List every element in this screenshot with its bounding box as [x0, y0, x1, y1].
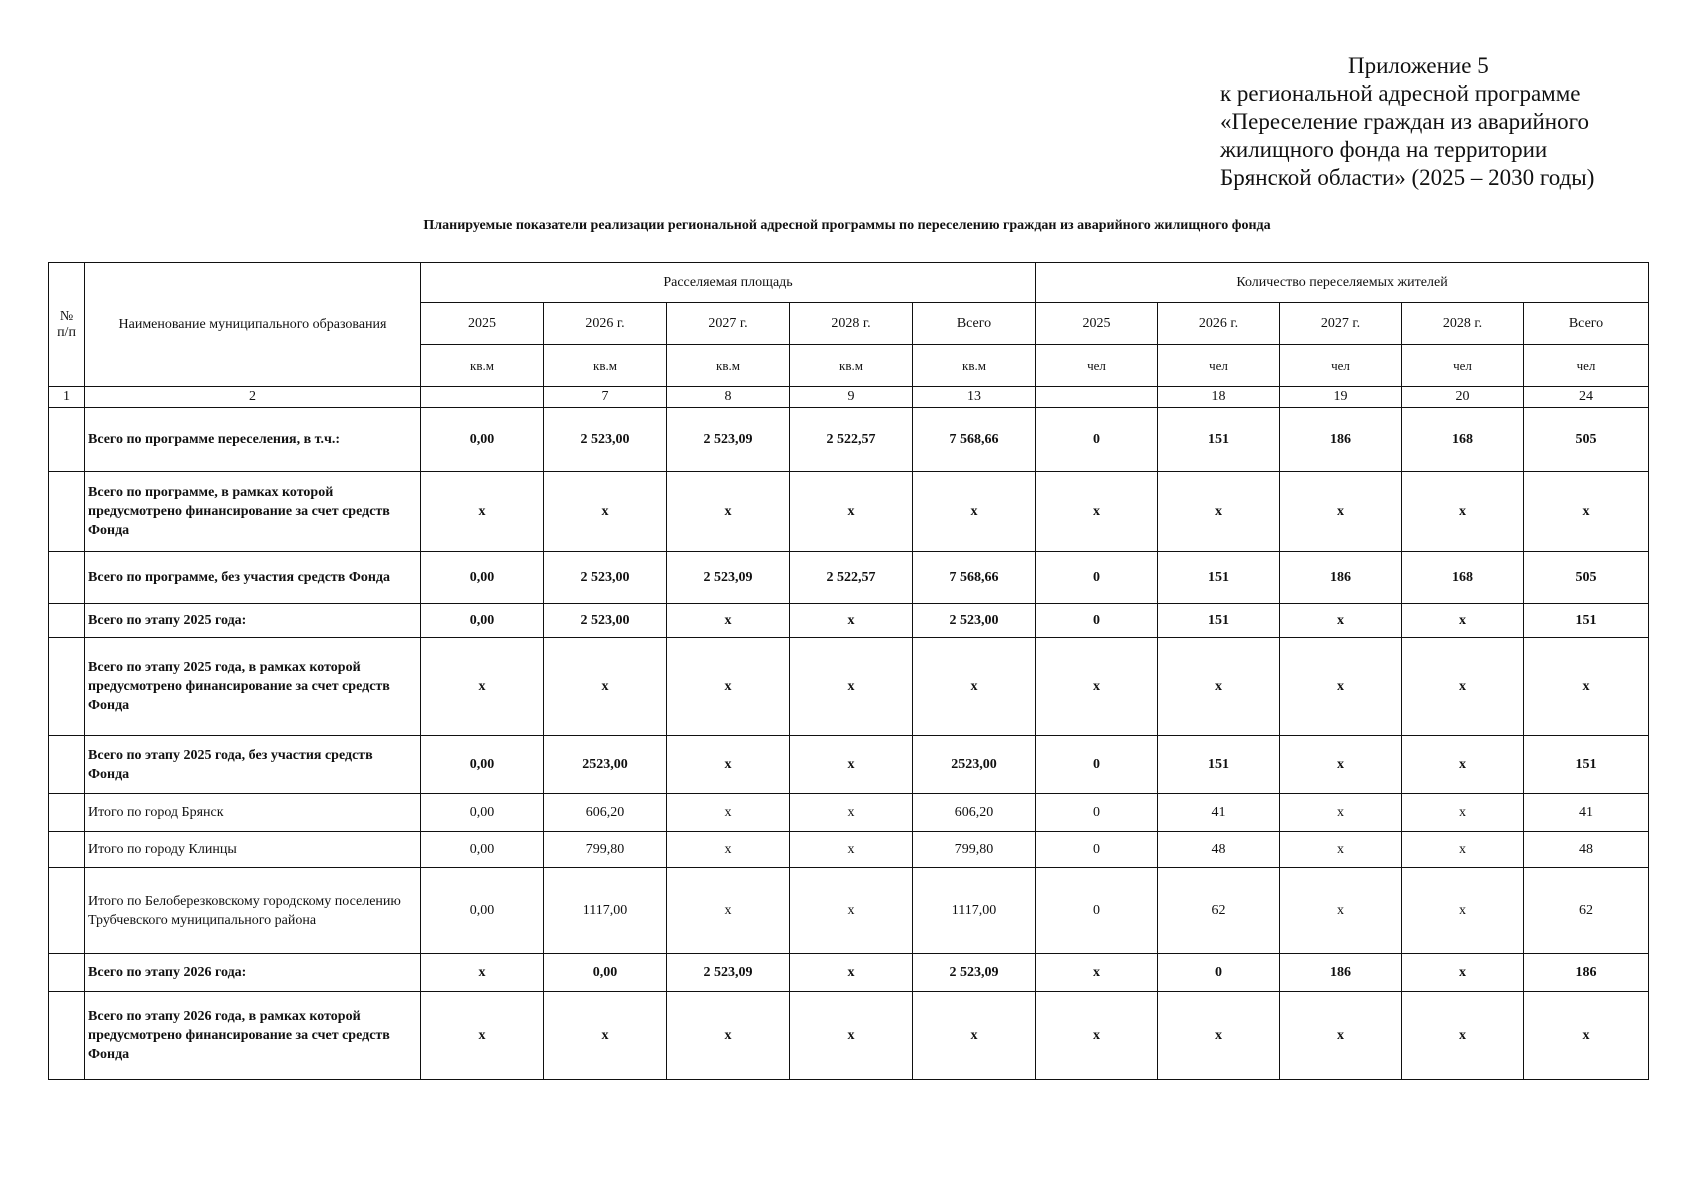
row-value: 0,00	[421, 794, 544, 832]
row-value: х	[667, 794, 790, 832]
annex-line: к региональной адресной программе	[1220, 81, 1581, 106]
row-name: Итого по Белоберезковскому городскому поселению Трубчевского муниципального района	[85, 868, 421, 954]
row-value: х	[544, 638, 667, 736]
row-value: 0	[1036, 408, 1158, 472]
column-index: 24	[1524, 387, 1649, 408]
row-value: 151	[1158, 736, 1280, 794]
row-value: 7 568,66	[913, 552, 1036, 604]
table-row	[49, 552, 1649, 604]
row-value: 2 523,00	[544, 604, 667, 638]
row-value: 168	[1402, 408, 1524, 472]
row-value: х	[790, 992, 913, 1080]
column-index: 18	[1158, 387, 1280, 408]
row-name: Всего по этапу 2026 года:	[85, 954, 421, 992]
row-value: 2 523,09	[667, 954, 790, 992]
num-header: № п/п	[49, 263, 85, 387]
row-value: 48	[1524, 832, 1649, 868]
row-value: х	[1158, 472, 1280, 552]
table-row	[49, 472, 1649, 552]
row-value: х	[1036, 954, 1158, 992]
row-value: 48	[1158, 832, 1280, 868]
row-value: х	[790, 638, 913, 736]
area-unit-header: кв.м	[790, 345, 913, 387]
area-year-header: 2028 г.	[790, 303, 913, 345]
name-header: Наименование муниципального образования	[85, 263, 421, 387]
row-number	[49, 868, 85, 954]
area-unit-header: кв.м	[421, 345, 544, 387]
row-value: 2 523,00	[544, 552, 667, 604]
row-value: 168	[1402, 552, 1524, 604]
annex-line: «Переселение граждан из аварийного	[1220, 109, 1589, 134]
row-value: 2 523,09	[913, 954, 1036, 992]
row-value: 505	[1524, 552, 1649, 604]
row-value: 0	[1036, 604, 1158, 638]
column-index	[421, 387, 544, 408]
row-value: х	[1036, 638, 1158, 736]
table-row	[49, 868, 1649, 954]
area-year-header: 2026 г.	[544, 303, 667, 345]
table-row	[49, 832, 1649, 868]
document-title: Планируемые показатели реализации региональной адресной программы по переселению граждан из аварийного жилищного фонда	[423, 218, 1271, 233]
row-value: х	[1280, 992, 1402, 1080]
row-value: х	[1280, 736, 1402, 794]
row-value: 2 523,00	[544, 408, 667, 472]
residents-year-header: 2028 г.	[1402, 303, 1524, 345]
column-index	[1036, 387, 1158, 408]
row-value: х	[1402, 832, 1524, 868]
row-value: х	[1280, 638, 1402, 736]
column-index: 8	[667, 387, 790, 408]
area-year-header: Всего	[913, 303, 1036, 345]
row-value: 0,00	[421, 832, 544, 868]
table-row	[49, 736, 1649, 794]
row-number	[49, 832, 85, 868]
row-value: х	[1402, 794, 1524, 832]
column-index: 19	[1280, 387, 1402, 408]
row-value: 0	[1036, 736, 1158, 794]
row-value: 62	[1524, 868, 1649, 954]
row-value: х	[1524, 992, 1649, 1080]
row-value: х	[913, 992, 1036, 1080]
row-value: х	[1402, 954, 1524, 992]
row-value: х	[1402, 868, 1524, 954]
area-year-header: 2025	[421, 303, 544, 345]
row-value: 0	[1036, 552, 1158, 604]
table-row	[49, 954, 1649, 992]
row-number	[49, 794, 85, 832]
row-value: х	[790, 472, 913, 552]
row-value: х	[667, 736, 790, 794]
row-value: 0	[1036, 832, 1158, 868]
row-value: 2523,00	[913, 736, 1036, 794]
table-row	[49, 638, 1649, 736]
row-value: 0,00	[421, 736, 544, 794]
residents-year-header: 2026 г.	[1158, 303, 1280, 345]
row-number	[49, 954, 85, 992]
residents-unit-header: чел	[1036, 345, 1158, 387]
row-value: х	[1524, 638, 1649, 736]
row-name: Всего по этапу 2025 года, в рамках которой предусмотрено финансирование за счет средств Фонда	[85, 638, 421, 736]
row-value: х	[1402, 736, 1524, 794]
table-row	[49, 604, 1649, 638]
row-value: 62	[1158, 868, 1280, 954]
row-value: 0	[1036, 794, 1158, 832]
row-value: 2 523,09	[667, 552, 790, 604]
area-unit-header: кв.м	[667, 345, 790, 387]
row-value: х	[667, 604, 790, 638]
residents-year-header: Всего	[1524, 303, 1649, 345]
row-value: 2 522,57	[790, 408, 913, 472]
row-value: 151	[1524, 604, 1649, 638]
row-value: 41	[1158, 794, 1280, 832]
row-value: 151	[1158, 408, 1280, 472]
annex-block	[1220, 52, 1680, 192]
residents-unit-header: чел	[1524, 345, 1649, 387]
row-name: Всего по этапу 2025 года:	[85, 604, 421, 638]
row-value: х	[667, 868, 790, 954]
column-index: 1	[49, 387, 85, 408]
row-value: х	[1402, 638, 1524, 736]
row-value: х	[790, 736, 913, 794]
row-value: 799,80	[913, 832, 1036, 868]
row-value: 186	[1524, 954, 1649, 992]
column-index: 2	[85, 387, 421, 408]
row-value: 0,00	[421, 868, 544, 954]
indicators-table	[48, 262, 1649, 1080]
row-value: х	[544, 992, 667, 1080]
row-value: 606,20	[913, 794, 1036, 832]
row-name: Итого по городу Клинцы	[85, 832, 421, 868]
row-name: Всего по программе, без участия средств Фонда	[85, 552, 421, 604]
table-row	[49, 992, 1649, 1080]
row-value: 186	[1280, 408, 1402, 472]
residents-year-header: 2027 г.	[1280, 303, 1402, 345]
row-value: 0,00	[421, 604, 544, 638]
row-number	[49, 736, 85, 794]
row-value: 0	[1036, 868, 1158, 954]
row-value: 2 522,57	[790, 552, 913, 604]
row-value: 606,20	[544, 794, 667, 832]
row-value: х	[1280, 832, 1402, 868]
residents-unit-header: чел	[1280, 345, 1402, 387]
row-value: х	[1280, 472, 1402, 552]
row-value: х	[1402, 992, 1524, 1080]
row-value: х	[421, 992, 544, 1080]
table-row	[49, 408, 1649, 472]
row-value: 151	[1158, 552, 1280, 604]
row-value: х	[790, 832, 913, 868]
row-value: х	[421, 638, 544, 736]
row-value: х	[790, 868, 913, 954]
row-value: х	[421, 472, 544, 552]
row-value: х	[790, 794, 913, 832]
row-name: Всего по этапу 2025 года, без участия средств Фонда	[85, 736, 421, 794]
row-value: х	[544, 472, 667, 552]
row-value: 0,00	[421, 552, 544, 604]
column-index: 9	[790, 387, 913, 408]
row-value: 151	[1158, 604, 1280, 638]
annex-line: Брянской области» (2025 – 2030 годы)	[1220, 165, 1595, 190]
row-value: 0	[1158, 954, 1280, 992]
row-value: х	[1402, 472, 1524, 552]
row-value: 799,80	[544, 832, 667, 868]
row-value: х	[790, 604, 913, 638]
row-value: х	[790, 954, 913, 992]
row-value: 2 523,00	[913, 604, 1036, 638]
area-unit-header: кв.м	[913, 345, 1036, 387]
row-value: 186	[1280, 552, 1402, 604]
row-value: х	[1036, 472, 1158, 552]
residents-group-header: Количество переселяемых жителей	[1036, 263, 1649, 303]
row-number	[49, 552, 85, 604]
row-value: х	[1036, 992, 1158, 1080]
table-row	[49, 794, 1649, 832]
row-value: 151	[1524, 736, 1649, 794]
residents-unit-header: чел	[1158, 345, 1280, 387]
row-number	[49, 638, 85, 736]
row-value: 1117,00	[913, 868, 1036, 954]
row-name: Всего по программе, в рамках которой предусмотрено финансирование за счет средств Фонда	[85, 472, 421, 552]
row-name: Итого по город Брянск	[85, 794, 421, 832]
row-value: 505	[1524, 408, 1649, 472]
row-value: х	[667, 832, 790, 868]
row-number	[49, 992, 85, 1080]
row-number	[49, 472, 85, 552]
row-value: х	[667, 638, 790, 736]
column-index: 7	[544, 387, 667, 408]
row-value: х	[1280, 868, 1402, 954]
row-number	[49, 408, 85, 472]
column-index: 13	[913, 387, 1036, 408]
row-value: х	[1402, 604, 1524, 638]
residents-unit-header: чел	[1402, 345, 1524, 387]
row-value: 2523,00	[544, 736, 667, 794]
area-year-header: 2027 г.	[667, 303, 790, 345]
row-value: 41	[1524, 794, 1649, 832]
row-value: 0,00	[421, 408, 544, 472]
annex-line: Приложение 5	[1348, 53, 1489, 78]
row-value: 2 523,09	[667, 408, 790, 472]
row-value: х	[1524, 472, 1649, 552]
row-value: х	[1280, 794, 1402, 832]
row-number	[49, 604, 85, 638]
area-unit-header: кв.м	[544, 345, 667, 387]
row-value: х	[913, 638, 1036, 736]
row-value: 7 568,66	[913, 408, 1036, 472]
annex-line: жилищного фонда на территории	[1220, 137, 1548, 162]
row-value: 186	[1280, 954, 1402, 992]
row-value: 1117,00	[544, 868, 667, 954]
row-name: Всего по программе переселения, в т.ч.:	[85, 408, 421, 472]
row-value: х	[667, 992, 790, 1080]
residents-year-header: 2025	[1036, 303, 1158, 345]
row-value: х	[1158, 638, 1280, 736]
area-group-header: Расселяемая площадь	[421, 263, 1036, 303]
row-value: х	[667, 472, 790, 552]
row-value: 0,00	[544, 954, 667, 992]
row-value: х	[913, 472, 1036, 552]
row-value: х	[1280, 604, 1402, 638]
row-name: Всего по этапу 2026 года, в рамках которой предусмотрено финансирование за счет средств Фонда	[85, 992, 421, 1080]
row-value: х	[421, 954, 544, 992]
column-index: 20	[1402, 387, 1524, 408]
row-value: х	[1158, 992, 1280, 1080]
